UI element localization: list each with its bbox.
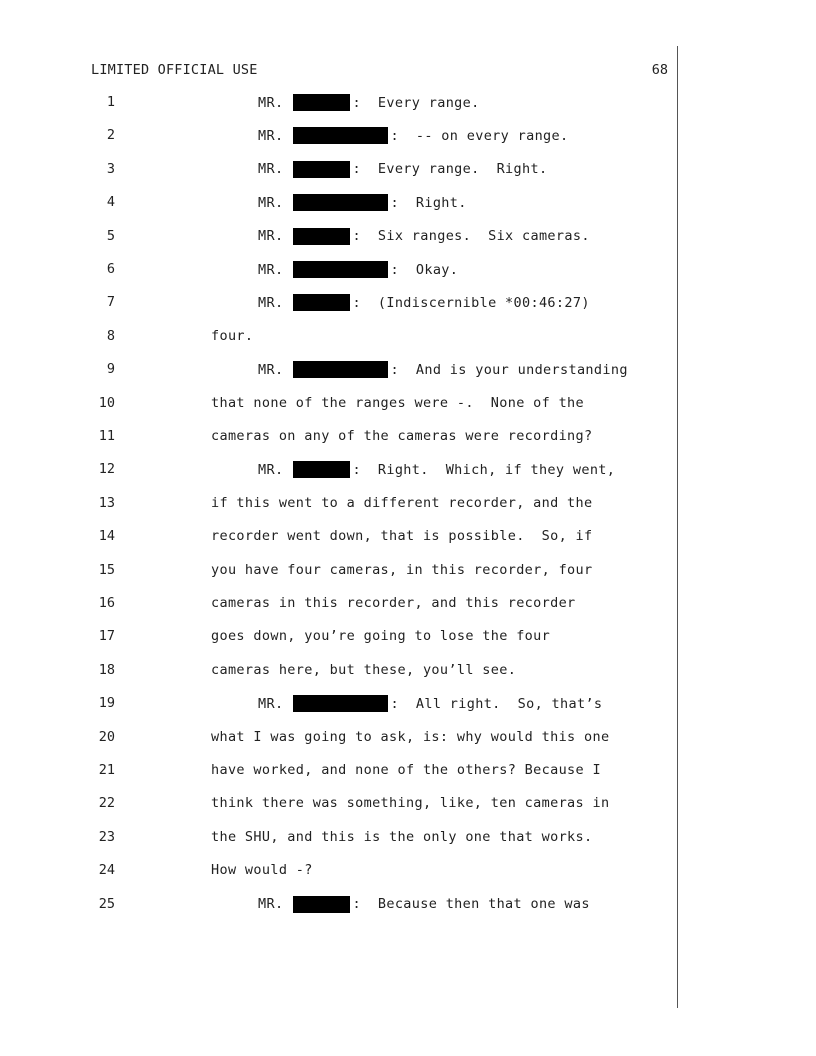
transcript-line <box>0 261 816 283</box>
speaker-title: MR. <box>258 461 284 478</box>
speaker-line <box>258 361 628 378</box>
spoken-text: recorder went down, that is possible. So, if <box>211 528 593 545</box>
speaker-title: MR. <box>258 127 284 144</box>
spoken-text: what I was going to ask, is: why would this one <box>211 728 610 745</box>
line-number: 8 <box>106 327 115 344</box>
transcript-line <box>0 194 816 216</box>
speaker-separator: : <box>390 261 399 278</box>
spoken-text: goes down, you’re going to lose the four <box>211 628 551 645</box>
line-number: 10 <box>98 394 115 411</box>
redaction-block <box>293 161 350 178</box>
transcript-line <box>0 294 816 316</box>
spoken-text: you have four cameras, in this recorder, four <box>211 561 593 578</box>
spoken-text: have worked, and none of the others? Because I <box>211 762 601 778</box>
line-number: 14 <box>98 528 115 545</box>
transcript-line <box>0 161 816 183</box>
line-number: 15 <box>98 561 115 578</box>
speaker-line <box>258 461 615 478</box>
speaker-title: MR. <box>258 896 284 913</box>
redaction-block <box>293 361 388 378</box>
speaker-line <box>258 294 590 311</box>
transcript-line <box>0 862 816 884</box>
spoken-text: cameras in this recorder, and this recorder <box>211 595 576 611</box>
spoken-text: cameras here, but these, you’ll see. <box>211 661 517 678</box>
line-number: 23 <box>98 828 115 845</box>
spoken-text: -- on every range. <box>398 127 569 144</box>
line-number: 24 <box>98 862 115 879</box>
transcript-line <box>0 729 816 751</box>
speaker-line <box>258 228 590 245</box>
line-number: 20 <box>98 728 115 745</box>
line-number: 19 <box>98 695 115 712</box>
line-number: 3 <box>106 160 115 177</box>
line-number: 9 <box>106 361 115 378</box>
spoken-text: And is your understanding <box>398 361 628 378</box>
transcript-line <box>0 595 816 617</box>
line-number: 25 <box>98 895 115 912</box>
redaction-block <box>293 695 388 712</box>
speaker-line <box>258 94 480 111</box>
spoken-text: that none of the ranges were -. None of the <box>211 394 585 411</box>
speaker-title: MR. <box>258 228 284 245</box>
spoken-text: Every range. <box>360 94 480 111</box>
speaker-title: MR. <box>258 94 284 111</box>
line-number: 21 <box>98 762 115 778</box>
line-number: 11 <box>98 428 115 444</box>
transcript-line <box>0 695 816 717</box>
transcript-line <box>0 628 816 650</box>
speaker-title: MR. <box>258 695 284 712</box>
transcript-line <box>0 428 816 450</box>
speaker-line <box>258 127 568 144</box>
transcript-line <box>0 795 816 817</box>
speaker-separator: : <box>390 127 399 144</box>
redaction-block <box>293 896 350 913</box>
speaker-title: MR. <box>258 261 284 278</box>
line-number: 18 <box>98 661 115 678</box>
speaker-separator: : <box>352 294 361 311</box>
spoken-text: Right. <box>398 194 467 211</box>
transcript-line <box>0 395 816 417</box>
spoken-text: Because then that one was <box>360 896 590 913</box>
line-number: 2 <box>106 127 115 144</box>
speaker-separator: : <box>352 161 361 178</box>
transcript-line <box>0 361 816 383</box>
line-number: 4 <box>106 194 115 211</box>
spoken-text: the SHU, and this is the only one that works. <box>211 828 593 845</box>
speaker-line <box>258 161 547 178</box>
transcript-line <box>0 562 816 584</box>
spoken-text: think there was something, like, ten cameras in <box>211 795 610 812</box>
speaker-title: MR. <box>258 161 284 178</box>
speaker-line <box>258 261 458 278</box>
transcript-line <box>0 762 816 784</box>
speaker-separator: : <box>352 94 361 111</box>
spoken-text: (Indiscernible *00:46:27) <box>360 294 590 311</box>
redaction-block <box>293 94 350 111</box>
speaker-separator: : <box>390 695 399 712</box>
speaker-line <box>258 695 602 712</box>
line-number: 17 <box>98 628 115 645</box>
spoken-text: All right. So, that’s <box>398 695 603 712</box>
spoken-text: cameras on any of the cameras were recording? <box>211 428 593 444</box>
redaction-block <box>293 261 388 278</box>
speaker-title: MR. <box>258 194 284 211</box>
speaker-separator: : <box>390 361 399 378</box>
line-number: 13 <box>98 494 115 511</box>
speaker-title: MR. <box>258 361 284 378</box>
line-number: 6 <box>106 261 115 277</box>
spoken-text: Every range. Right. <box>360 161 548 178</box>
redaction-block <box>293 294 350 311</box>
speaker-title: MR. <box>258 294 284 311</box>
transcript-line <box>0 896 816 918</box>
line-number: 16 <box>98 595 115 611</box>
redaction-block <box>293 194 388 211</box>
spoken-text: How would -? <box>211 862 313 879</box>
transcript-line <box>0 662 816 684</box>
speaker-line <box>258 896 590 913</box>
redaction-block <box>293 461 350 478</box>
line-number: 22 <box>98 795 115 812</box>
transcript-line <box>0 328 816 350</box>
classification-header: LIMITED OFFICIAL USE <box>91 62 258 78</box>
transcript-line <box>0 94 816 116</box>
speaker-separator: : <box>352 228 361 245</box>
spoken-text: four. <box>211 327 254 344</box>
spoken-text: if this went to a different recorder, and the <box>211 494 593 511</box>
transcript-line <box>0 228 816 250</box>
speaker-separator: : <box>390 194 399 211</box>
line-number: 7 <box>106 294 115 311</box>
speaker-line <box>258 194 467 211</box>
spoken-text: Right. Which, if they went, <box>360 461 616 478</box>
line-number: 1 <box>106 94 115 110</box>
page-number: 68 <box>651 62 668 78</box>
transcript-line <box>0 829 816 851</box>
line-number: 12 <box>98 461 115 478</box>
spoken-text: Six ranges. Six cameras. <box>360 228 590 245</box>
transcript-line <box>0 127 816 149</box>
transcript-line <box>0 461 816 483</box>
speaker-separator: : <box>352 896 361 913</box>
speaker-separator: : <box>352 461 361 478</box>
redaction-block <box>293 127 388 144</box>
line-number: 5 <box>106 227 115 244</box>
transcript-line <box>0 528 816 550</box>
spoken-text: Okay. <box>398 261 459 278</box>
transcript-line <box>0 495 816 517</box>
redaction-block <box>293 228 350 245</box>
